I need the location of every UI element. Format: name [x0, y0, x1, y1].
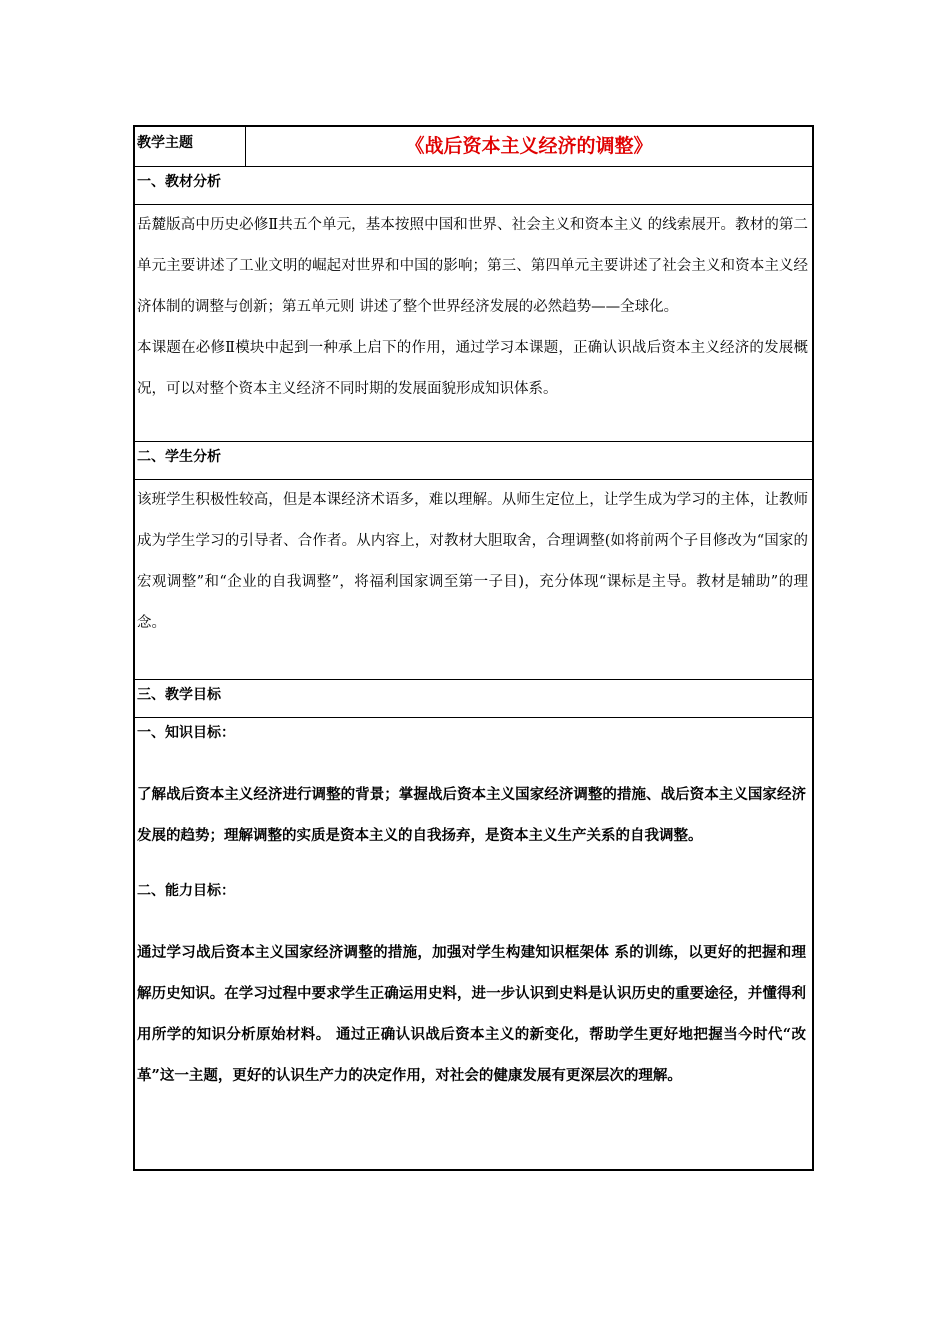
materials-heading: 一、教材分析 [135, 167, 812, 205]
title-row [135, 127, 812, 167]
spacer [137, 748, 806, 774]
goals-content [135, 718, 812, 1169]
students-paragraph: 该班学生积极性较高，但是本课经济术语多，难以理解。从师生定位上，让学生成为学习的主体，让教师成为学生学习的引导者、合作者。从内容上，对教材大胆取舍，合理调整(如将前两个子目修改为“国家的宏观调整”和“企业的自我调整”，将福利国家调至第一子目)，充分体现“课标是主导。教材是辅助”的理念。 [137, 492, 808, 631]
materials-paragraph-1: 岳麓版高中历史必修Ⅱ共五个单元，基本按照中国和世界、社会主义和资本主义 的线索展开。教材的第二单元主要讲述了工业文明的崛起对世界和中国的影响；第三、第四单元主要讲述了社会主义和资本主义经济体制的调整与创新；第五单元则 讲述了整个世界经济发展的必然趋势——全球化。 [137, 217, 808, 315]
spacer [137, 906, 806, 932]
knowledge-goal-text: 了解战后资本主义经济进行调整的背景；掌握战后资本主义国家经济调整的措施、战后资本主义国家经济发展的趋势；理解调整的实质是资本主义的自我扬弃，是资本主义生产关系的自我调整。 [137, 786, 806, 844]
materials-paragraph-2: 本课题在必修Ⅱ模块中起到一种承上启下的作用，通过学习本课题，正确认识战后资本主义经济的发展概况，可以对整个资本主义经济不同时期的发展面貌形成知识体系。 [137, 340, 808, 397]
spacer [137, 856, 806, 876]
materials-content [135, 205, 812, 442]
topic-label: 教学主题 [135, 127, 246, 166]
lesson-title: 《战后资本主义经济的调整》 [405, 135, 653, 157]
lesson-plan-table [133, 125, 814, 1171]
ability-goal-heading: 二、能力目标： [137, 883, 235, 899]
students-heading: 二、学生分析 [135, 442, 812, 480]
goals-heading: 三、教学目标 [135, 680, 812, 718]
ability-goal-text: 通过学习战后资本主义国家经济调整的措施，加强对学生构建知识框架体 系的训练，以更好的把握和理解历史知识。在学习过程中要求学生正确运用史料，进一步认识到史料是认识历史的重要途径，并懂得利用所学的知识分析原始材料。 通过正确认识战后资本主义的新变化，帮助学生更好地把握当今时代“改革”这一主题，更好的认识生产力的决定作用，对社会的健康发展有更深层次的理解。 [137, 944, 806, 1084]
knowledge-goal-heading: 一、知识目标： [137, 725, 235, 741]
students-content [135, 480, 812, 680]
